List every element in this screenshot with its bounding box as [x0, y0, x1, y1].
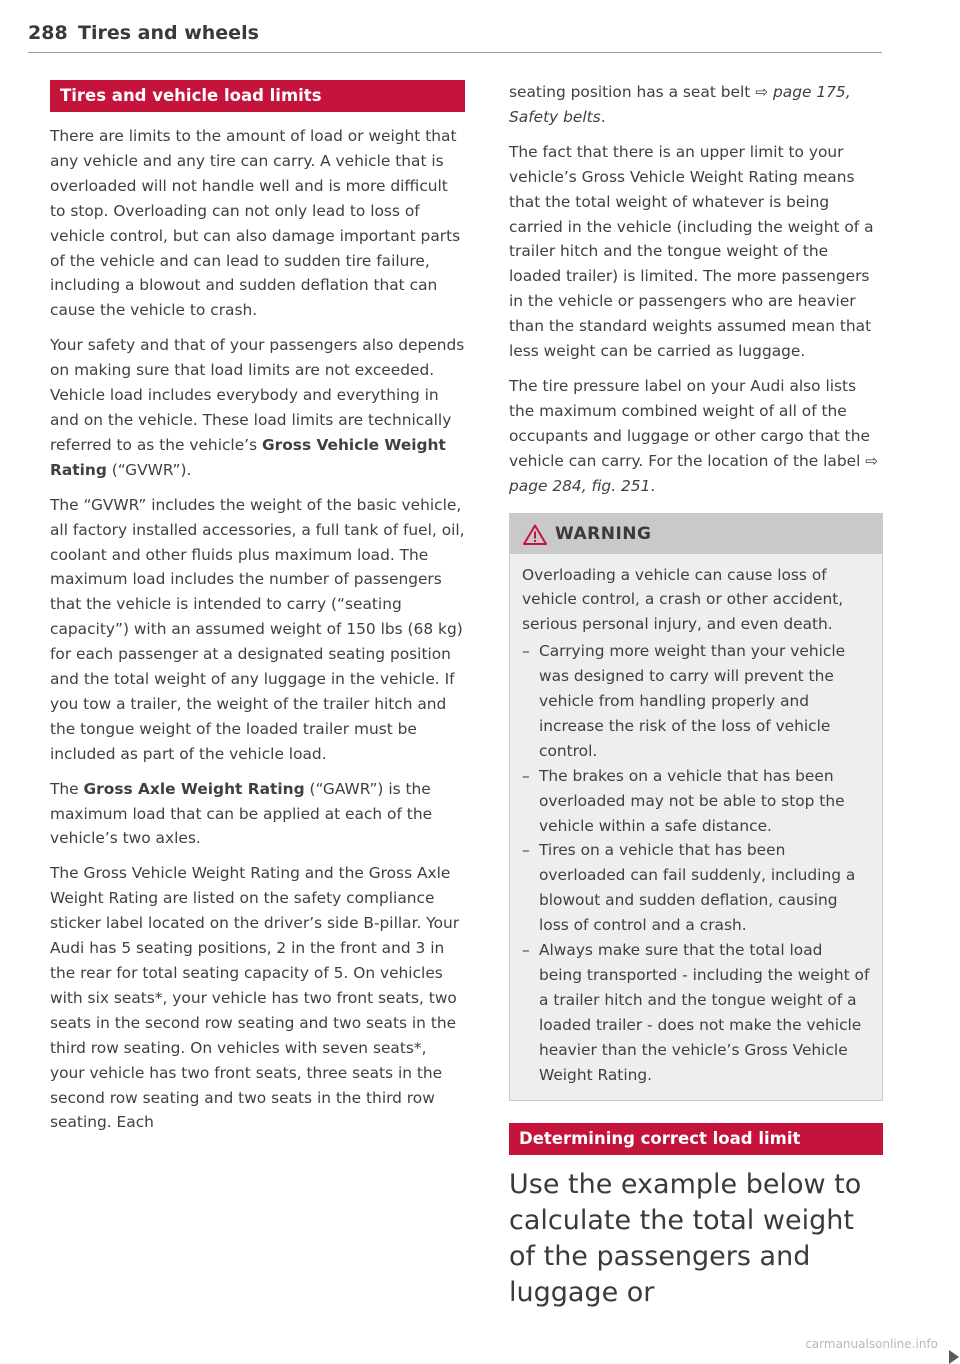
cross-reference-link[interactable]: page 175, Safety belts — [509, 83, 851, 126]
page-number: 288 — [28, 22, 68, 44]
section-heading-load-limits: Tires and vehicle load limits — [50, 80, 465, 112]
list-item: – Tires on a vehicle that has been overloaded can fail suddenly, including a blowout and sudden deflation, causing loss of control and a crash. — [522, 838, 870, 938]
paragraph: Your safety and that of your passengers also depends on making sure that load limits are not exceeded. Vehicle load includes everybody and everything in and on the vehicle. These load limits are technically referred to as the vehicle’s Gross Vehicle Weight Rating (“GVWR”). — [50, 336, 465, 479]
warning-intro: Overloading a vehicle can cause loss of vehicle control, a crash or other accident, serious personal injury, and even death. — [522, 565, 844, 634]
paragraph: The tire pressure label on your Audi also lists the maximum combined weight of all of the occupants and luggage or other cargo that the vehicle can carry. For the location of the label ⇨ page 284, fig. 251. — [509, 376, 879, 495]
warning-triangle-icon — [523, 524, 547, 553]
continue-arrow-icon — [949, 1350, 959, 1364]
page-header — [28, 20, 882, 53]
sub-heading: Use the example below to calculate the total weight of the passengers and luggage or — [509, 1168, 862, 1308]
list-item: – Always make sure that the total load being transported - including the weight of a trailer hitch and the tongue weight of a loaded trailer - does not make the vehicle heavier than the vehicle’s Gross Vehicle Weight Rating. — [522, 938, 870, 1087]
list-item: – The brakes on a vehicle that has been overloaded may not be able to stop the vehicle within a safe distance. — [522, 764, 870, 839]
watermark: carmanualsonline.info — [805, 1337, 938, 1351]
section-heading-determining-load-limit: Determining correct load limit — [509, 1123, 883, 1155]
running-title: Tires and wheels — [78, 22, 259, 44]
paragraph: The fact that there is an upper limit to your vehicle’s Gross Vehicle Weight Rating means that the total weight of whatever is being carried in the vehicle (including the weight of a trailer hitch and the tongue weight of the loaded trailer) is limited. The more passengers in the vehicle or passengers who are heavier than the standard weights assumed mean that less weight can be carried as luggage. — [509, 142, 874, 361]
left-column — [50, 80, 465, 1145]
warning-body — [510, 554, 882, 1100]
right-column — [509, 80, 883, 1311]
paragraph: seating position has a seat belt ⇨ page 175, Safety belts. — [509, 83, 851, 126]
paragraph: The Gross Axle Weight Rating (“GAWR”) is the maximum load that can be applied at each of the vehicle’s two axles. — [50, 779, 433, 848]
paragraph: The “GVWR” includes the weight of the basic vehicle, all factory installed accessories, a full tank of fuel, oil, coolant and other fluids plus maximum load. The maximum load includes the number of passengers that the vehicle is intended to carry (“seating capacity”) with an assumed weight of 150 lbs (68 kg) for each passenger at a designated seating position and the total weight of any luggage in the vehicle. If you tow a trailer, the weight of the trailer hitch and the tongue weight of the loaded trailer must be included as part of the vehicle load. — [50, 495, 465, 763]
list-item: – Carrying more weight than your vehicle was designed to carry will prevent the vehicle from handling properly and increase the risk of the loss of vehicle control. — [522, 639, 870, 764]
warning-box — [509, 513, 883, 1101]
paragraph: The Gross Vehicle Weight Rating and the Gross Axle Weight Rating are listed on the safety compliance sticker label located on the driver’s side B-pillar. Your Audi has 5 seating positions, 2 in the front and 3 in the rear for total seating capacity of 5. On vehicles with six seats*, your vehicle has two front seats, two seats in the second row seating and two seats in the third row seating. On vehicles with seven seats*, your vehicle has two front seats, three seats in the second row seating and two seats in the third row seating. Each — [50, 864, 460, 1132]
term-gawr: Gross Axle Weight Rating — [83, 779, 305, 798]
cross-reference-link[interactable]: page 284, fig. 251 — [509, 476, 651, 495]
warning-title: WARNING — [555, 523, 652, 544]
term-gvwr: Gross Vehicle Weight Rating — [50, 435, 446, 479]
warning-list — [522, 639, 870, 1087]
paragraph: There are limits to the amount of load or weight that any vehicle and any tire can carry. A vehicle that is overloaded will not handle well and is more difficult to stop. Overloading can not only lead to loss of vehicle control, but can also damage important parts of the vehicle and can lead to sudden tire failure, including a blowout and sudden deflation that can cause the vehicle to crash. — [50, 127, 461, 320]
warning-header — [510, 514, 882, 554]
